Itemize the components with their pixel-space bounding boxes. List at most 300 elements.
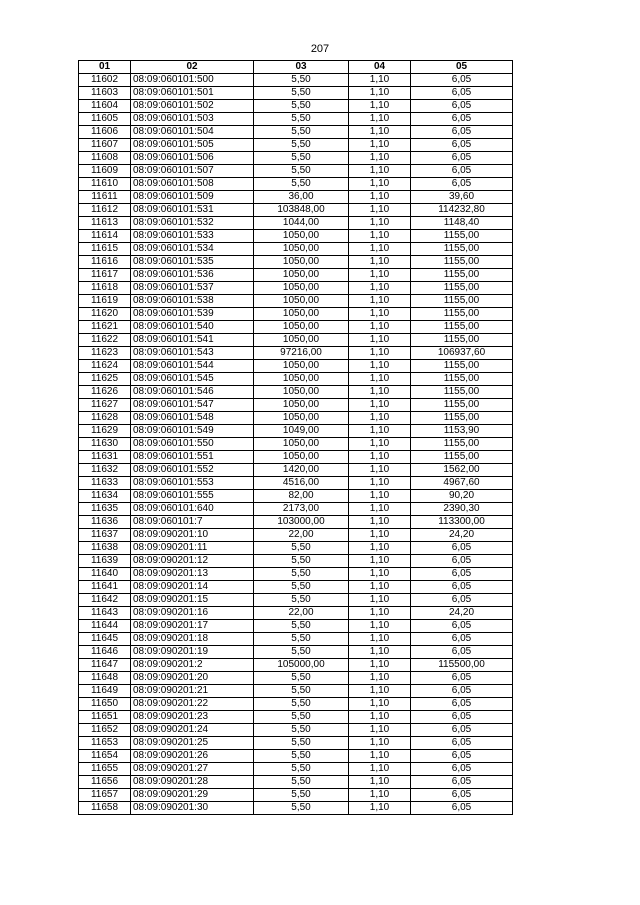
cell-coefficient: 1,10	[349, 152, 411, 165]
table-row	[79, 633, 513, 646]
table-row	[79, 776, 513, 789]
cell-total: 1155,00	[411, 243, 513, 256]
cell-total: 6,05	[411, 126, 513, 139]
cell-value: 1050,00	[254, 321, 349, 334]
table-row	[79, 802, 513, 815]
cell-coefficient: 1,10	[349, 542, 411, 555]
cell-cadastral-number: 08:09:060101:538	[131, 295, 254, 308]
cell-total: 6,05	[411, 594, 513, 607]
cell-value: 5,50	[254, 126, 349, 139]
cell-coefficient: 1,10	[349, 178, 411, 191]
table-row	[79, 373, 513, 386]
table-row	[79, 360, 513, 373]
cell-total: 39,60	[411, 191, 513, 204]
cell-cadastral-number: 08:09:060101:552	[131, 464, 254, 477]
cell-value: 1050,00	[254, 282, 349, 295]
cell-cadastral-number: 08:09:060101:509	[131, 191, 254, 204]
cell-total: 6,05	[411, 581, 513, 594]
cell-coefficient: 1,10	[349, 776, 411, 789]
cell-id: 11610	[79, 178, 131, 191]
cell-coefficient: 1,10	[349, 789, 411, 802]
data-table	[78, 60, 513, 815]
cell-coefficient: 1,10	[349, 243, 411, 256]
table-row	[79, 204, 513, 217]
cell-id: 11647	[79, 659, 131, 672]
cell-id: 11609	[79, 165, 131, 178]
cell-coefficient: 1,10	[349, 477, 411, 490]
cell-coefficient: 1,10	[349, 724, 411, 737]
cell-coefficient: 1,10	[349, 360, 411, 373]
cell-id: 11630	[79, 438, 131, 451]
cell-value: 1050,00	[254, 373, 349, 386]
cell-cadastral-number: 08:09:090201:25	[131, 737, 254, 750]
cell-value: 1050,00	[254, 438, 349, 451]
cell-total: 6,05	[411, 685, 513, 698]
cell-id: 11637	[79, 529, 131, 542]
cell-value: 5,50	[254, 165, 349, 178]
cell-id: 11621	[79, 321, 131, 334]
cell-total: 1155,00	[411, 321, 513, 334]
cell-value: 1050,00	[254, 399, 349, 412]
cell-total: 114232,80	[411, 204, 513, 217]
cell-coefficient: 1,10	[349, 230, 411, 243]
cell-cadastral-number: 08:09:060101:534	[131, 243, 254, 256]
cell-value: 5,50	[254, 152, 349, 165]
cell-coefficient: 1,10	[349, 802, 411, 815]
cell-id: 11603	[79, 87, 131, 100]
cell-coefficient: 1,10	[349, 438, 411, 451]
table-row	[79, 100, 513, 113]
cell-coefficient: 1,10	[349, 139, 411, 152]
cell-coefficient: 1,10	[349, 165, 411, 178]
cell-coefficient: 1,10	[349, 490, 411, 503]
cell-coefficient: 1,10	[349, 321, 411, 334]
cell-cadastral-number: 08:09:060101:508	[131, 178, 254, 191]
cell-cadastral-number: 08:09:060101:544	[131, 360, 254, 373]
cell-value: 105000,00	[254, 659, 349, 672]
cell-cadastral-number: 08:09:060101:546	[131, 386, 254, 399]
cell-id: 11645	[79, 633, 131, 646]
cell-value: 5,50	[254, 178, 349, 191]
table-row	[79, 503, 513, 516]
cell-total: 6,05	[411, 633, 513, 646]
table-row	[79, 178, 513, 191]
cell-value: 5,50	[254, 113, 349, 126]
cell-id: 11623	[79, 347, 131, 360]
cell-cadastral-number: 08:09:060101:640	[131, 503, 254, 516]
cell-value: 1049,00	[254, 425, 349, 438]
cell-total: 1155,00	[411, 334, 513, 347]
cell-value: 2173,00	[254, 503, 349, 516]
cell-value: 4516,00	[254, 477, 349, 490]
table-row	[79, 477, 513, 490]
cell-cadastral-number: 08:09:060101:545	[131, 373, 254, 386]
cell-total: 6,05	[411, 139, 513, 152]
cell-coefficient: 1,10	[349, 711, 411, 724]
cell-value: 1050,00	[254, 360, 349, 373]
cell-total: 90,20	[411, 490, 513, 503]
cell-cadastral-number: 08:09:060101:505	[131, 139, 254, 152]
cell-total: 6,05	[411, 698, 513, 711]
cell-coefficient: 1,10	[349, 659, 411, 672]
cell-value: 5,50	[254, 789, 349, 802]
cell-value: 5,50	[254, 763, 349, 776]
cell-coefficient: 1,10	[349, 529, 411, 542]
cell-coefficient: 1,10	[349, 100, 411, 113]
table-row	[79, 568, 513, 581]
table-row	[79, 698, 513, 711]
cell-id: 11608	[79, 152, 131, 165]
table-row	[79, 126, 513, 139]
table-row	[79, 412, 513, 425]
cell-cadastral-number: 08:09:060101:536	[131, 269, 254, 282]
table-row	[79, 425, 513, 438]
cell-cadastral-number: 08:09:090201:12	[131, 555, 254, 568]
table-row	[79, 789, 513, 802]
cell-value: 1420,00	[254, 464, 349, 477]
cell-id: 11655	[79, 763, 131, 776]
cell-id: 11634	[79, 490, 131, 503]
cell-total: 6,05	[411, 802, 513, 815]
cell-total: 1562,00	[411, 464, 513, 477]
cell-value: 5,50	[254, 139, 349, 152]
cell-value: 5,50	[254, 802, 349, 815]
cell-cadastral-number: 08:09:060101:553	[131, 477, 254, 490]
cell-value: 22,00	[254, 529, 349, 542]
table-body	[79, 74, 513, 815]
cell-cadastral-number: 08:09:090201:20	[131, 672, 254, 685]
cell-coefficient: 1,10	[349, 347, 411, 360]
cell-cadastral-number: 08:09:060101:533	[131, 230, 254, 243]
cell-value: 5,50	[254, 555, 349, 568]
cell-total: 6,05	[411, 620, 513, 633]
cell-id: 11614	[79, 230, 131, 243]
table-row	[79, 529, 513, 542]
cell-cadastral-number: 08:09:060101:531	[131, 204, 254, 217]
cell-cadastral-number: 08:09:060101:537	[131, 282, 254, 295]
cell-cadastral-number: 08:09:090201:22	[131, 698, 254, 711]
cell-id: 11656	[79, 776, 131, 789]
cell-value: 1050,00	[254, 243, 349, 256]
cell-cadastral-number: 08:09:060101:502	[131, 100, 254, 113]
cell-coefficient: 1,10	[349, 633, 411, 646]
cell-value: 36,00	[254, 191, 349, 204]
table-row	[79, 321, 513, 334]
table-row	[79, 451, 513, 464]
cell-cadastral-number: 08:09:060101:500	[131, 74, 254, 87]
cell-cadastral-number: 08:09:090201:24	[131, 724, 254, 737]
cell-total: 6,05	[411, 776, 513, 789]
column-header-02: 02	[131, 61, 254, 74]
cell-id: 11611	[79, 191, 131, 204]
cell-value: 1050,00	[254, 334, 349, 347]
cell-total: 1155,00	[411, 282, 513, 295]
cell-coefficient: 1,10	[349, 334, 411, 347]
cell-value: 1044,00	[254, 217, 349, 230]
cell-total: 6,05	[411, 542, 513, 555]
cell-value: 5,50	[254, 74, 349, 87]
cell-coefficient: 1,10	[349, 269, 411, 282]
table-row	[79, 737, 513, 750]
cell-total: 6,05	[411, 555, 513, 568]
cell-coefficient: 1,10	[349, 126, 411, 139]
column-header-03: 03	[254, 61, 349, 74]
table-row	[79, 763, 513, 776]
cell-cadastral-number: 08:09:090201:26	[131, 750, 254, 763]
cell-value: 5,50	[254, 646, 349, 659]
cell-value: 5,50	[254, 594, 349, 607]
cell-cadastral-number: 08:09:060101:7	[131, 516, 254, 529]
cell-total: 6,05	[411, 74, 513, 87]
table-row	[79, 542, 513, 555]
cell-cadastral-number: 08:09:090201:27	[131, 763, 254, 776]
cell-coefficient: 1,10	[349, 464, 411, 477]
cell-cadastral-number: 08:09:090201:18	[131, 633, 254, 646]
cell-cadastral-number: 08:09:090201:15	[131, 594, 254, 607]
cell-coefficient: 1,10	[349, 282, 411, 295]
cell-cadastral-number: 08:09:060101:501	[131, 87, 254, 100]
cell-cadastral-number: 08:09:060101:540	[131, 321, 254, 334]
cell-coefficient: 1,10	[349, 204, 411, 217]
cell-id: 11620	[79, 308, 131, 321]
cell-total: 1155,00	[411, 412, 513, 425]
cell-id: 11649	[79, 685, 131, 698]
table-row	[79, 191, 513, 204]
table-row	[79, 555, 513, 568]
cell-id: 11622	[79, 334, 131, 347]
table-row	[79, 269, 513, 282]
column-header-01: 01	[79, 61, 131, 74]
cell-value: 1050,00	[254, 295, 349, 308]
table-row	[79, 347, 513, 360]
cell-value: 5,50	[254, 711, 349, 724]
cell-coefficient: 1,10	[349, 217, 411, 230]
cell-value: 1050,00	[254, 451, 349, 464]
cell-cadastral-number: 08:09:060101:549	[131, 425, 254, 438]
cell-cadastral-number: 08:09:060101:535	[131, 256, 254, 269]
cell-cadastral-number: 08:09:090201:29	[131, 789, 254, 802]
table-row	[79, 165, 513, 178]
cell-total: 6,05	[411, 646, 513, 659]
cell-value: 5,50	[254, 620, 349, 633]
cell-coefficient: 1,10	[349, 568, 411, 581]
table-row	[79, 724, 513, 737]
cell-coefficient: 1,10	[349, 698, 411, 711]
table-row	[79, 685, 513, 698]
table-row	[79, 113, 513, 126]
cell-id: 11612	[79, 204, 131, 217]
cell-coefficient: 1,10	[349, 191, 411, 204]
table-row	[79, 620, 513, 633]
cell-id: 11651	[79, 711, 131, 724]
cell-cadastral-number: 08:09:060101:504	[131, 126, 254, 139]
cell-id: 11640	[79, 568, 131, 581]
cell-total: 6,05	[411, 100, 513, 113]
cell-id: 11638	[79, 542, 131, 555]
cell-cadastral-number: 08:09:060101:541	[131, 334, 254, 347]
cell-value: 5,50	[254, 724, 349, 737]
cell-value: 97216,00	[254, 347, 349, 360]
cell-total: 4967,60	[411, 477, 513, 490]
cell-total: 1155,00	[411, 451, 513, 464]
cell-id: 11642	[79, 594, 131, 607]
cell-total: 6,05	[411, 789, 513, 802]
cell-coefficient: 1,10	[349, 373, 411, 386]
cell-coefficient: 1,10	[349, 646, 411, 659]
cell-id: 11658	[79, 802, 131, 815]
table-row	[79, 594, 513, 607]
cell-cadastral-number: 08:09:060101:555	[131, 490, 254, 503]
cell-total: 1155,00	[411, 386, 513, 399]
cell-id: 11629	[79, 425, 131, 438]
cell-coefficient: 1,10	[349, 594, 411, 607]
cell-coefficient: 1,10	[349, 74, 411, 87]
cell-id: 11650	[79, 698, 131, 711]
cell-value: 5,50	[254, 750, 349, 763]
cell-total: 115500,00	[411, 659, 513, 672]
cell-total: 6,05	[411, 165, 513, 178]
cell-coefficient: 1,10	[349, 763, 411, 776]
cell-coefficient: 1,10	[349, 386, 411, 399]
cell-cadastral-number: 08:09:090201:2	[131, 659, 254, 672]
cell-total: 1155,00	[411, 230, 513, 243]
table-row	[79, 399, 513, 412]
cell-value: 1050,00	[254, 308, 349, 321]
cell-value: 5,50	[254, 568, 349, 581]
cell-cadastral-number: 08:09:060101:507	[131, 165, 254, 178]
cell-coefficient: 1,10	[349, 399, 411, 412]
cell-value: 5,50	[254, 100, 349, 113]
cell-coefficient: 1,10	[349, 256, 411, 269]
cell-value: 22,00	[254, 607, 349, 620]
table-row	[79, 308, 513, 321]
cell-total: 6,05	[411, 711, 513, 724]
cell-total: 6,05	[411, 152, 513, 165]
cell-coefficient: 1,10	[349, 87, 411, 100]
cell-total: 6,05	[411, 672, 513, 685]
cell-cadastral-number: 08:09:090201:21	[131, 685, 254, 698]
cell-total: 6,05	[411, 87, 513, 100]
cell-id: 11627	[79, 399, 131, 412]
cell-cadastral-number: 08:09:060101:547	[131, 399, 254, 412]
table-row	[79, 230, 513, 243]
cell-cadastral-number: 08:09:090201:19	[131, 646, 254, 659]
cell-cadastral-number: 08:09:060101:532	[131, 217, 254, 230]
table-row	[79, 334, 513, 347]
cell-id: 11628	[79, 412, 131, 425]
table-row	[79, 282, 513, 295]
table-row	[79, 516, 513, 529]
cell-coefficient: 1,10	[349, 295, 411, 308]
cell-coefficient: 1,10	[349, 672, 411, 685]
cell-value: 1050,00	[254, 269, 349, 282]
table-row	[79, 607, 513, 620]
page-number: 207	[310, 43, 330, 55]
column-header-05: 05	[411, 61, 513, 74]
cell-id: 11606	[79, 126, 131, 139]
cell-total: 6,05	[411, 113, 513, 126]
table-row	[79, 464, 513, 477]
cell-value: 82,00	[254, 490, 349, 503]
cell-coefficient: 1,10	[349, 737, 411, 750]
cell-id: 11635	[79, 503, 131, 516]
table-row	[79, 750, 513, 763]
cell-cadastral-number: 08:09:090201:17	[131, 620, 254, 633]
column-header-04: 04	[349, 61, 411, 74]
table-row	[79, 711, 513, 724]
cell-id: 11631	[79, 451, 131, 464]
table-row	[79, 295, 513, 308]
cell-id: 11641	[79, 581, 131, 594]
cell-id: 11652	[79, 724, 131, 737]
cell-total: 106937,60	[411, 347, 513, 360]
cell-id: 11646	[79, 646, 131, 659]
cell-id: 11636	[79, 516, 131, 529]
cell-cadastral-number: 08:09:060101:550	[131, 438, 254, 451]
cell-coefficient: 1,10	[349, 750, 411, 763]
cell-id: 11619	[79, 295, 131, 308]
table-row	[79, 74, 513, 87]
cell-value: 5,50	[254, 737, 349, 750]
table-row	[79, 581, 513, 594]
cell-value: 1050,00	[254, 412, 349, 425]
cell-id: 11616	[79, 256, 131, 269]
cell-cadastral-number: 08:09:090201:13	[131, 568, 254, 581]
table-row	[79, 646, 513, 659]
cell-coefficient: 1,10	[349, 425, 411, 438]
cell-total: 1155,00	[411, 373, 513, 386]
cell-id: 11613	[79, 217, 131, 230]
cell-total: 24,20	[411, 607, 513, 620]
cell-coefficient: 1,10	[349, 113, 411, 126]
cell-cadastral-number: 08:09:090201:30	[131, 802, 254, 815]
table-row	[79, 152, 513, 165]
cell-id: 11626	[79, 386, 131, 399]
cell-id: 11639	[79, 555, 131, 568]
cell-total: 1148,40	[411, 217, 513, 230]
cell-total: 2390,30	[411, 503, 513, 516]
cell-id: 11624	[79, 360, 131, 373]
cell-total: 6,05	[411, 178, 513, 191]
cell-coefficient: 1,10	[349, 555, 411, 568]
cell-id: 11653	[79, 737, 131, 750]
cell-value: 5,50	[254, 672, 349, 685]
cell-value: 5,50	[254, 542, 349, 555]
cell-value: 103000,00	[254, 516, 349, 529]
cell-id: 11615	[79, 243, 131, 256]
cell-cadastral-number: 08:09:090201:23	[131, 711, 254, 724]
cell-total: 24,20	[411, 529, 513, 542]
cell-total: 1155,00	[411, 399, 513, 412]
cell-cadastral-number: 08:09:090201:16	[131, 607, 254, 620]
cell-coefficient: 1,10	[349, 451, 411, 464]
table-header	[79, 61, 513, 74]
cell-coefficient: 1,10	[349, 516, 411, 529]
cell-total: 6,05	[411, 568, 513, 581]
table-row	[79, 438, 513, 451]
cell-coefficient: 1,10	[349, 607, 411, 620]
cell-cadastral-number: 08:09:060101:506	[131, 152, 254, 165]
cell-coefficient: 1,10	[349, 581, 411, 594]
cell-value: 5,50	[254, 633, 349, 646]
cell-value: 103848,00	[254, 204, 349, 217]
cell-cadastral-number: 08:09:090201:14	[131, 581, 254, 594]
cell-value: 5,50	[254, 87, 349, 100]
cell-cadastral-number: 08:09:060101:539	[131, 308, 254, 321]
cell-total: 1155,00	[411, 308, 513, 321]
cell-cadastral-number: 08:09:060101:551	[131, 451, 254, 464]
cell-cadastral-number: 08:09:090201:10	[131, 529, 254, 542]
